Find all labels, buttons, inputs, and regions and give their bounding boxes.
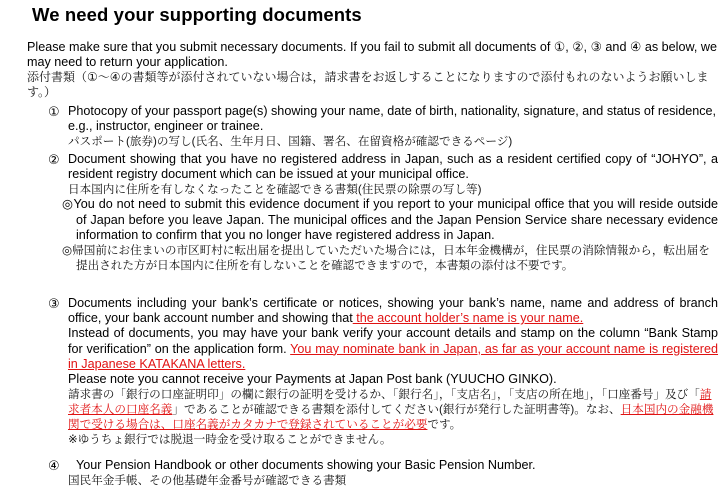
- text: 」であることが確認できる書類を添付してください(銀行が発行した証明書等)。なお、: [172, 403, 621, 417]
- intro-section: [27, 40, 717, 100]
- highlight-text: You may nominate bank in Japan, as far as your account name is registered in Japanese KATAKANA letters.: [68, 341, 719, 371]
- text: Documents including your bank’s certificate or notices, showing your bank’s name, name and address of branch office, your bank account number and showing that: [68, 296, 718, 326]
- highlight-text: 請求者本人の口座名義: [68, 388, 712, 417]
- item-number: ②: [48, 152, 60, 167]
- item-japanese: 日本国内に住所を有しなくなったことを確認できる書類(住民票の除票の写し等): [68, 183, 482, 197]
- text: 請求書の「銀行の口座証明印」の欄に銀行の証明を受けるか、「銀行名」，「支店名」，「支店の所在地」，「口座番号」及び「: [68, 388, 700, 402]
- note-english: [62, 197, 718, 243]
- item-1: [48, 104, 718, 149]
- intro-english: Please make sure that you submit necessary documents. If you fail to submit all documents of ①, ②, ③ and ④ as below, we may need to return your application.: [27, 40, 717, 70]
- item-english: Photocopy of your passport page(s) showing your name, date of birth, nationality, signature, and status of residence, e.g., instructor, engineer or trainee.: [68, 104, 717, 134]
- note-english-text: You do not need to submit this evidence document if you report to your municipal office that you will reside outside of Japan before you leave Japan. The municipal offices and the Japan Pension Service share necessary evidence information to confirm that you no longer have registered address in Japan.: [73, 197, 718, 242]
- item-number: ④: [48, 458, 60, 473]
- note-mark: ◎: [62, 244, 73, 258]
- item-3: [48, 296, 718, 447]
- highlight-text: the account holder’s name is your name.: [352, 311, 584, 326]
- note-japanese-text: 帰国前にお住まいの市区町村に転出届を提出していただいた場合には，日本年金機構が，住民票の消除情報から，転出届を提出された方が日本国内に住所を有しないことを確認できますので，本書類の添付は不要です。: [72, 244, 710, 273]
- intro-japanese: 添付書類（①～④の書類等が添付されていない場合は，請求書をお返しすることになりますので添付もれのないようお願いします。）: [27, 70, 709, 100]
- item-number: ③: [48, 296, 60, 311]
- highlight-text: 日本国内の金融機関で受ける場合は、口座名義がカタカナで登録されていることが必要: [68, 403, 714, 432]
- text: です。: [427, 418, 462, 432]
- item-japanese: 国民年金手帳、その他基礎年金番号が確認できる書類: [68, 474, 347, 488]
- item-number: ①: [48, 104, 60, 119]
- note-mark: ◎: [62, 197, 74, 212]
- item-japanese: [68, 387, 718, 432]
- item-japanese-note: ※ゆうちょ銀行では脱退一時金を受け取ることができません。: [68, 433, 392, 447]
- item-japanese: パスポート(旅券)の写し(氏名、生年月日、国籍、署名、在留資格が確認できるページ): [68, 135, 513, 149]
- item-english: Your Pension Handbook or other documents showing your Basic Pension Number.: [76, 458, 536, 472]
- item-english-a: [68, 296, 718, 326]
- item-2: [48, 152, 718, 273]
- text: Instead of documents, you may have your bank verify your account details and stamp on the column “Bank Stamp for verification” on the application form.: [68, 326, 718, 356]
- item-english: Document showing that you have no registered address in Japan, such as a resident certified copy of “JOHYO”, a resident registry document which can be issued at your municipal office.: [68, 152, 718, 182]
- item-english-b: [68, 326, 718, 372]
- item-4: [48, 458, 718, 488]
- page-title: We need your supporting documents: [32, 4, 362, 25]
- item-english-c: Please note you cannot receive your Payments at Japan Post bank (YUUCHO GINKO).: [68, 372, 557, 387]
- note-japanese: [62, 243, 718, 273]
